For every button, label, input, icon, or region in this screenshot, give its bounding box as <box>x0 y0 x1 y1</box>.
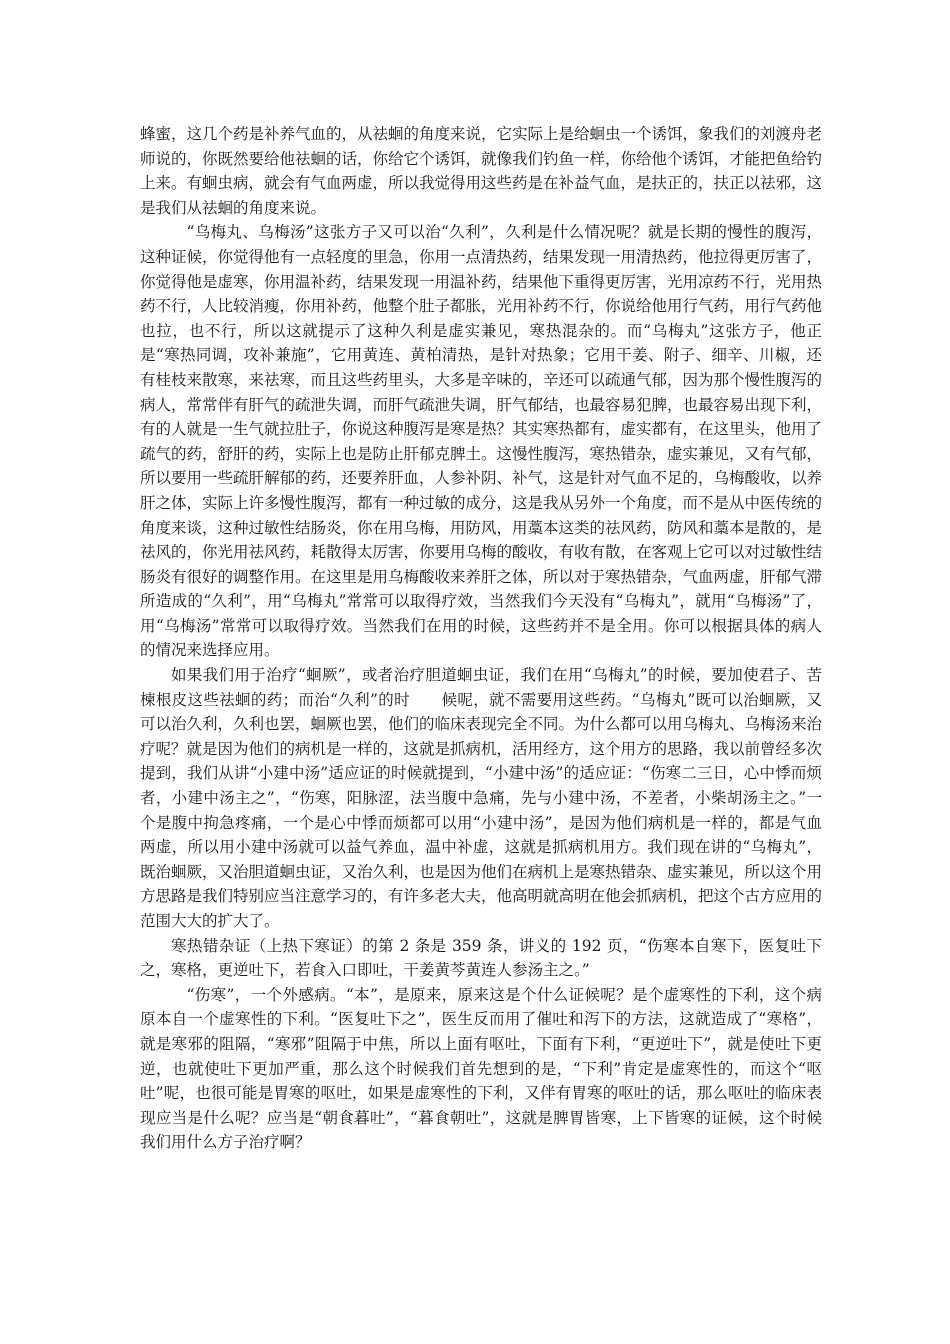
paragraph-4: 寒热错杂证（上热下寒证）的第 2 条是 359 条，讲义的 192 页，“伤寒本自寒下，医复吐下之，寒格，更逆吐下，若食入口即吐，干姜黄芩黄连人参汤主之。” <box>140 936 822 980</box>
document-body <box>140 122 822 1155</box>
paragraph-3: 如果我们用于治疗“蛔厥”，或者治疗胆道蛔虫证，我们在用“乌梅丸”的时候，要加使君子、苦楝根皮这些祛蛔的药；而治“久利”的时 候呢，就不需要用这些药。“乌梅丸”既可以治蛔厥，又可以治久利，久利也罢，蛔厥也罢，他们的临床表现完全不同。为什么都可以用乌梅丸、乌梅汤来治疗呢？就是因为他们的病机是一样的，这就是抓病机，活用经方，这个用方的思路，我以前曾经多次提到，我们从讲“小建中汤”适应证的时候就提到，“小建中汤”的适应证：“伤寒二三日，心中悸而烦者，小建中汤主之”，“伤寒，阳脉涩，法当腹中急痛，先与小建中汤，不差者，小柴胡汤主之。”一个是腹中拘急疼痛，一个是心中悸而烦都可以用“小建中汤”，是因为他们病机是一样的，都是气血两虚，所以用小建中汤就可以益气养血，温中补虚，这就是抓病机用方。我们现在讲的“乌梅丸”，既治蛔厥，又治胆道蛔虫证，又治久利，也是因为他们在病机上是寒热错杂、虚实兼见，所以这个用方思路是我们特别应当注意学习的，有许多老大夫，他高明就高明在他会抓病机，把这个古方应用的范围大大的扩大了。 <box>140 666 823 930</box>
paragraph-1: 蜂蜜，这几个药是补养气血的，从祛蛔的角度来说，它实际上是给蛔虫一个诱饵，象我们的刘渡舟老师说的，你既然要给他祛蛔的话，你给它个诱饵，就像我们钓鱼一样，你给他个诱饵，才能把鱼给钓上来。有蛔虫病，就会有气血两虚，所以我觉得用这些药是在补益气血，是扶正的，扶正以祛邪，这是我们从祛蛔的角度来说。 <box>140 125 823 217</box>
paragraph-5: “伤寒”，一个外感病。“本”，是原来，原来这是个什么证候呢？是个虚寒性的下利，这个病原本自一个虚寒性的下利。“医复吐下之”，医生反而用了催吐和泻下的方法，这就造成了“寒格”，就是寒邪的阻隔，“寒邪”阻隔于中焦，所以上面有呕吐，下面有下利，“更逆吐下”，就是使吐下更逆，也就使吐下更加严重，那么这个时候我们首先想到的是，“下利”肯定是虚寒性的，而这个“呕吐”呢，也很可能是胃寒的呕吐，如果是虚寒性的下利，又伴有胃寒的呕吐的话，那么呕吐的临床表现应当是什么呢？应当是“朝食暮吐”，“暮食朝吐”，这就是脾胃皆寒，上下皆寒的证候，这个时候我们用什么方子治疗啊？ <box>140 985 822 1152</box>
paragraph-2: “乌梅丸、乌梅汤”这张方子又可以治“久利”，久利是什么情况呢？就是长期的慢性的腹泻，这种证候，你觉得他有一点轻度的里急，你用一点清热药，结果发现一用清热药，他拉得更厉害了，你觉得他是虚寒，你用温补药，结果发现一用温补药，结果他下重得更厉害，光用凉药不行，光用热药不行，人比较消瘦，你用补药，他整个肚子都胀，光用补药不行，你说给他用行气药，用行气药他也拉，也不行，所以这就提示了这种久利是虚实兼见，寒热混杂的。而“乌梅丸”这张方子，他正是“寒热同调，攻补兼施”，它用黄连、黄柏清热，是针对热象；它用干姜、附子、细辛、川椒，还有桂枝来散寒，来祛寒，而且这些药里头，大多是辛味的，辛还可以疏通气郁，因为那个慢性腹泻的病人，常常伴有肝气的疏泄失调，而肝气疏泄失调，肝气郁结，也最容易犯脾，也最容易出现下利，有的人就是一生气就拉肚子，你说这种腹泻是寒是热？其实寒热都有，虚实都有，在这里头，他用了疏气的药，舒肝的药，实际上也是防止肝郁克脾土。这慢性腹泻，寒热错杂，虚实兼见，又有气郁，所以要用一些疏肝解郁的药，还要养肝血，人参补阴、补气，这是针对气血不足的，乌梅酸收，以养肝之体，实际上许多慢性腹泻，都有一种过敏的成分，这是我从另外一个角度，而不是从中医传统的角度来谈，这种过敏性结肠炎，你在用乌梅，用防风，用藁本这类的祛风药，防风和藁本是散的，是祛风的，你光用祛风药，耗散得太厉害，你要用乌梅的酸收，有收有散，在客观上它可以对过敏性结肠炎有很好的调整作用。在这里是用乌梅酸收来养肝之体，所以对于寒热错杂，气血两虚，肝郁气滞所造成的“久利”，用“乌梅丸”常常可以取得疗效，当然我们今天没有“乌梅丸”，就用“乌梅汤”了，用“乌梅汤”常常可以取得疗效。当然我们在用的时候，这些药并不是全用。你可以根据具体的病人的情况来选择应用。 <box>140 223 823 660</box>
